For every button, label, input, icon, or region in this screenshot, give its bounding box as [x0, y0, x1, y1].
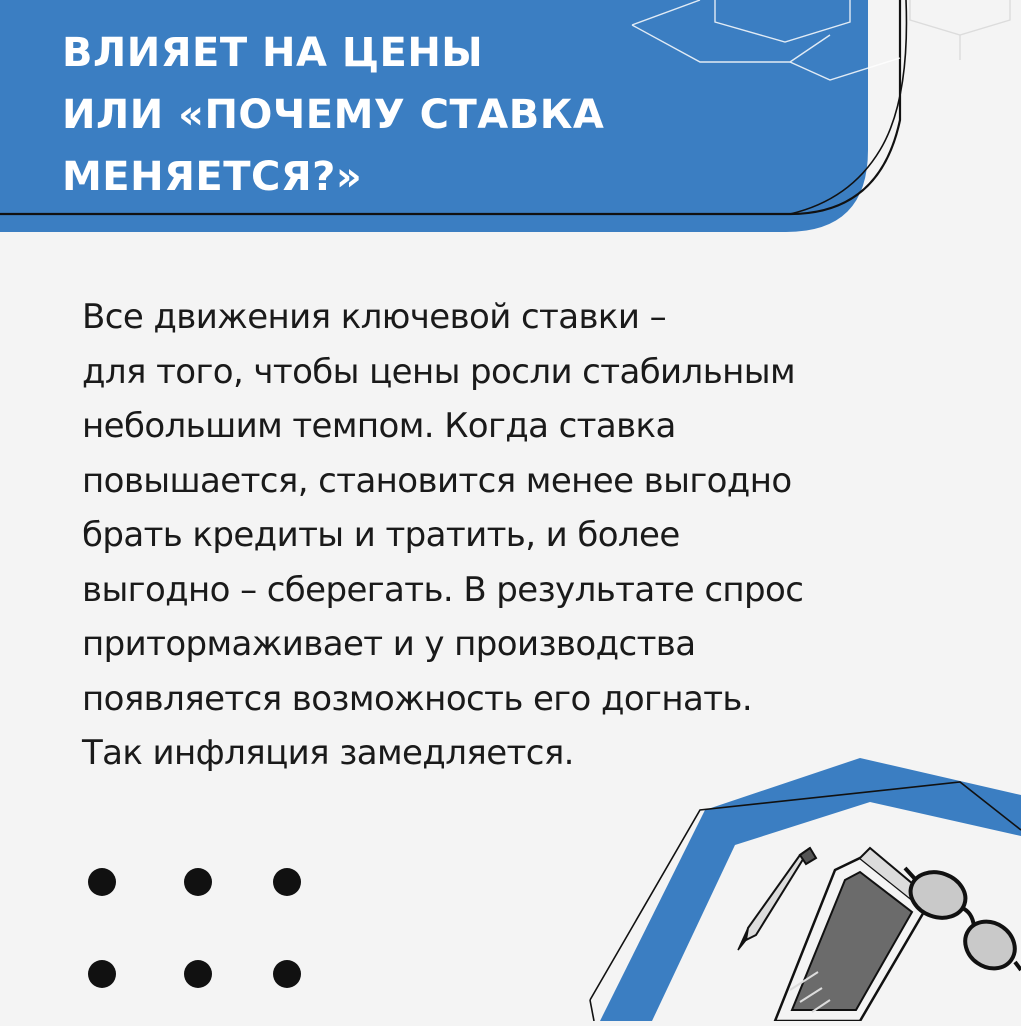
dot — [88, 868, 116, 896]
body-line-8: появляется возможность его догнать. — [82, 678, 753, 719]
dot — [184, 960, 212, 988]
body-line-2: для того, чтобы цены росли стабильным — [82, 351, 796, 392]
dot — [184, 868, 212, 896]
body-line-1: Все движения ключевой ставки – — [82, 297, 666, 337]
dot — [273, 868, 301, 896]
decorative-dots — [88, 868, 310, 994]
body-line-6: выгодно – сберегать. В результате спрос — [82, 569, 804, 610]
body-line-4: повышается, становится менее выгодно — [82, 460, 792, 501]
desk-illustration — [560, 740, 1021, 1021]
title-line-3: МЕНЯЕТСЯ?» — [62, 154, 363, 200]
dot — [88, 960, 116, 988]
dot — [273, 960, 301, 988]
title-line-1: ВЛИЯЕТ НА ЦЕНЫ — [62, 30, 484, 76]
title-line-2: ИЛИ «ПОЧЕМУ СТАВКА — [62, 92, 605, 138]
body-line-5: брать кредиты и тратить, и более — [82, 515, 680, 555]
illustration-graphic — [560, 740, 1021, 1021]
body-line-7: притормаживает и у производства — [82, 624, 696, 664]
body-paragraph — [82, 290, 962, 781]
body-line-3: небольшим темпом. Когда ставка — [82, 406, 676, 446]
body-line-9: Так инфляция замедляется. — [82, 733, 574, 773]
header-band — [0, 0, 1021, 240]
page-title — [62, 22, 604, 208]
